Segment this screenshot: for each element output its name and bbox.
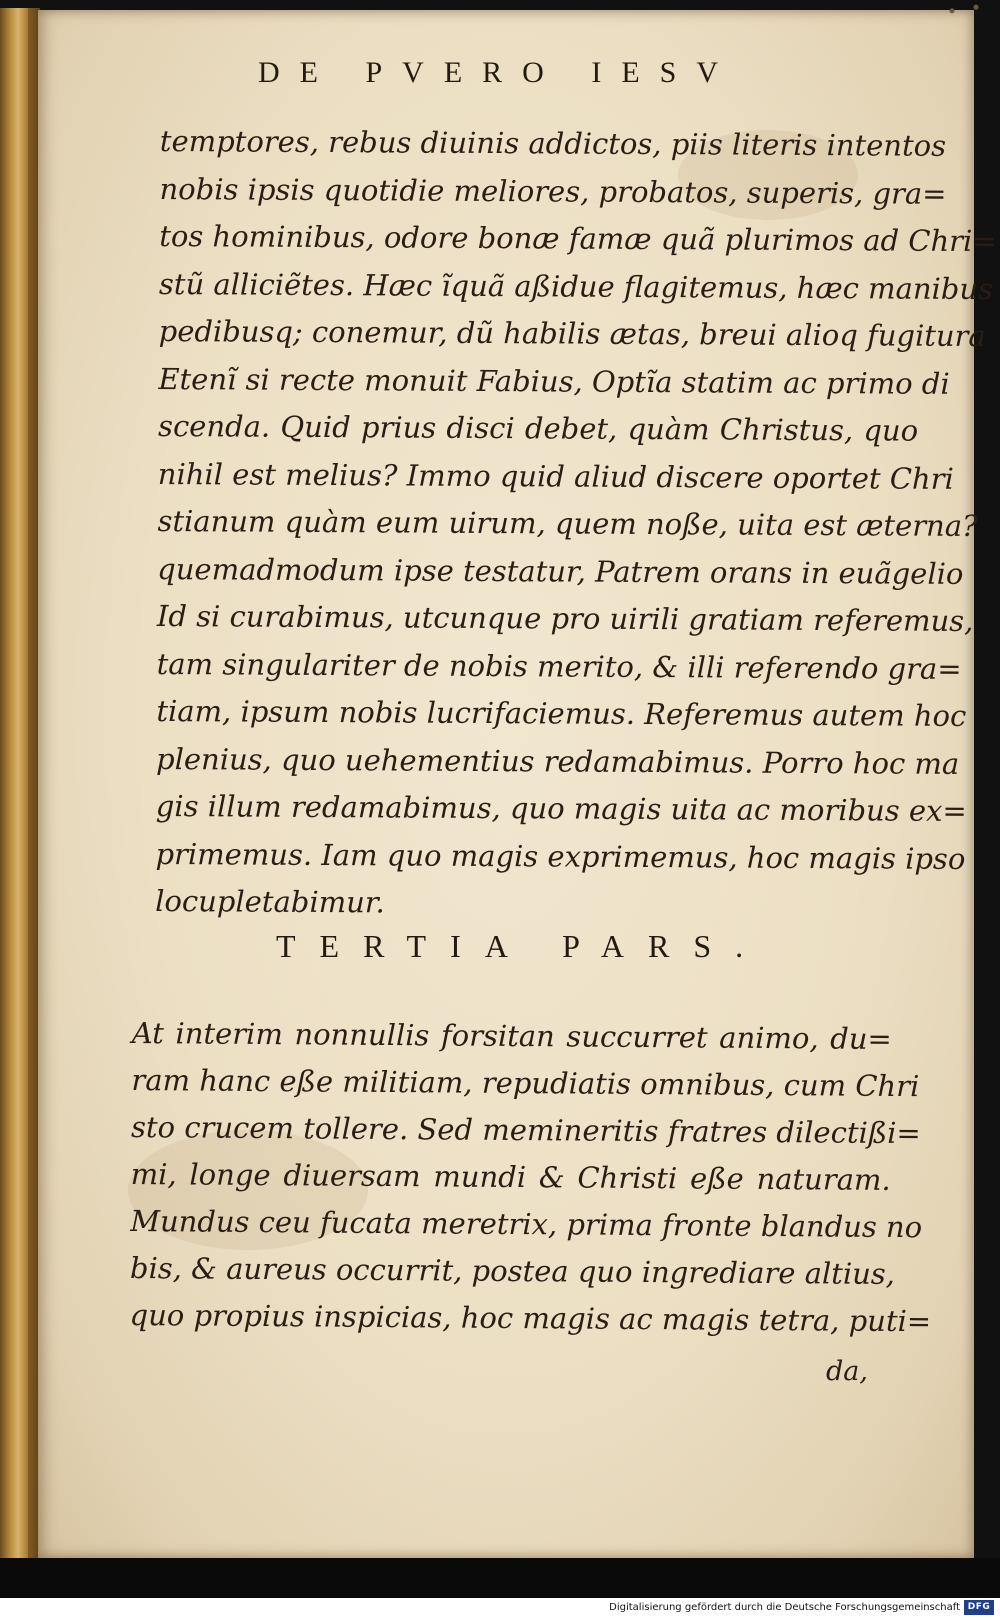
text-line: At interim nonnullis forsitan succurret animo, du= [131,1015,892,1056]
text-line: bis, & aureus occurrit, postea quo ingrediare altius, [129,1250,896,1291]
text-line: temptores, rebus diuinis addictos, piis literis intentos [159,123,947,163]
text-block-1 [155,118,997,930]
text-line: tos hominibus, odore bonæ famæ quã plurimos ad Chri= [159,218,997,259]
text-line: primemus. Iam quo magis exprimemus, hoc magis ipso [155,836,966,876]
text-block-2 [129,1010,932,1345]
text-line: gis illum redamabimus, quo magis uita ac moribus ex= [155,788,967,828]
running-head: DE PVERO IESV [258,56,739,89]
text-line: tiam, ipsum nobis lucrifaciemus. Referemus autem hoc [156,693,967,733]
text-line: mi, longe diuersam mundi & Christi eße naturam. [130,1156,891,1197]
dfg-logo: DFG [964,1600,994,1615]
digitization-credit: Digitalisierung gefördert durch die Deutsche Forschungsgemeinschaft [609,1602,960,1613]
text-line: Etenĩ si recte monuit Fabius, Optĩa statim ac primo di [158,361,950,401]
text-line: sto crucem tollere. Sed memineritis fratres dilectißi= [130,1109,921,1151]
catchword: da, [826,1356,868,1387]
text-line: plenius, quo uehementius redamabimus. Porro hoc ma [155,741,960,781]
text-line: locupletabimur. [155,883,385,920]
text-line: pedibusq; conemur, dũ habilis ætas, breui alioq fugitura [158,313,986,354]
section-heading: TERTIA PARS. [276,928,768,964]
text-line: nobis ipsis quotidie meliores, probatos, superis, gra= [159,171,947,211]
gilt-page-edge [0,8,40,1568]
text-line: quo propius inspicias, hoc magis ac magis tetra, puti= [129,1297,932,1339]
text-line: Mundus ceu fucata meretrix, prima fronte blandus no [130,1203,923,1245]
text-line: Id si curabimus, utcunque pro uirili gratiam referemus, [156,598,974,638]
text-line: tam singulariter de nobis merito, & illi referendo gra= [156,646,962,686]
ink-specks [934,0,994,18]
text-line: nihil est melius? Immo quid aliud discere oportet Chri [157,456,954,496]
text-line: scenda. Quid prius disci debet, quàm Christus, quo [158,408,919,448]
text-line: stũ alliciẽtes. Hæc ĩquã aßidue flagitemus, hæc manibus [158,266,994,306]
text-line: ram hanc eße militiam, repudiatis omnibus, cum Chri [131,1062,920,1104]
text-line: quemadmodum ipse testatur, Patrem orans in euãgelio [157,551,964,591]
text-line: stianum quàm eum uirum, quem noße, uita est æterna? [157,503,978,544]
